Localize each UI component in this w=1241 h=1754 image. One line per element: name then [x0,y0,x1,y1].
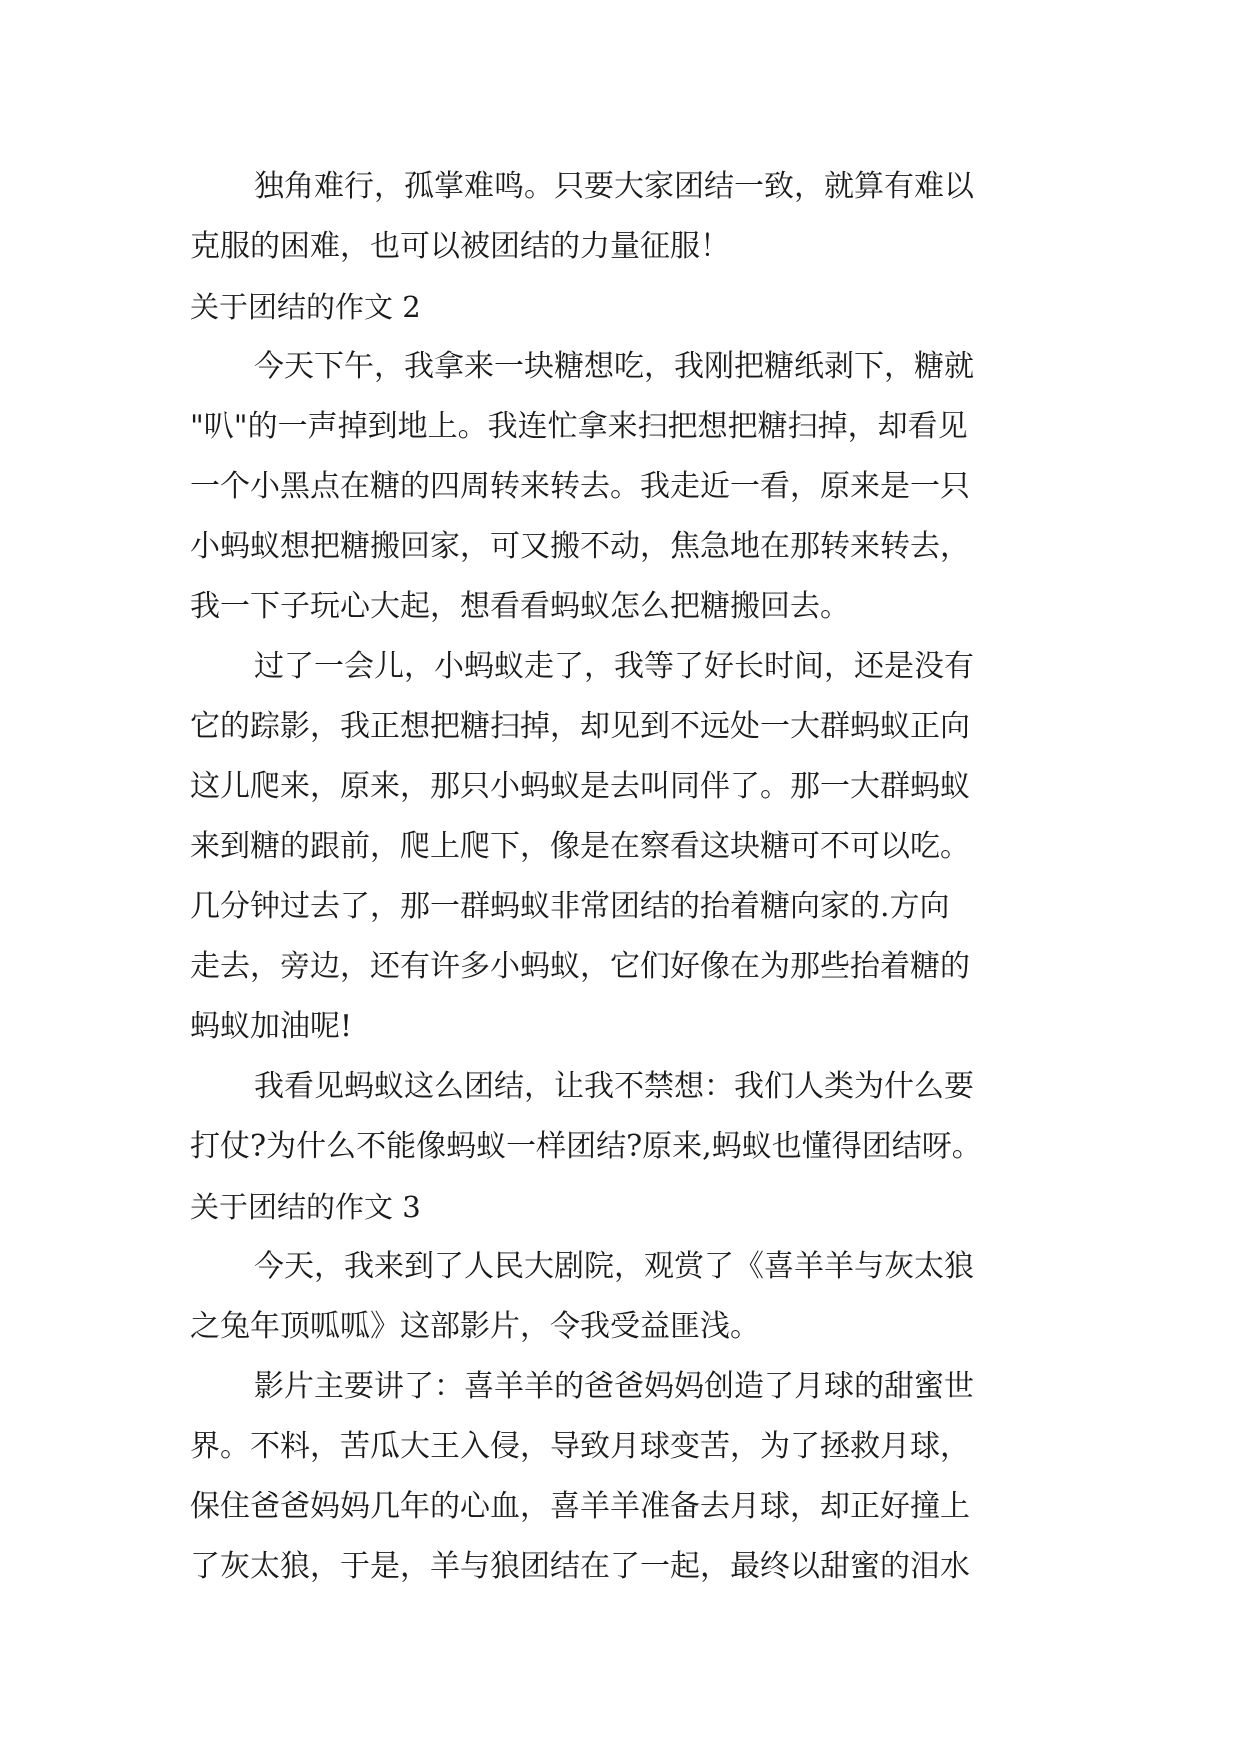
paragraph [190,1357,1050,1597]
text-line: 一个小黑点在糖的四周转来转去。我走近一看，原来是一只 [190,469,970,504]
text-line: 影片主要讲了：喜羊羊的爸爸妈妈创造了月球的甜蜜世 [254,1369,974,1404]
text-line: 打仗?为什么不能像蚂蚁一样团结?原来,蚂蚁也懂得团结呀。 [190,1129,982,1164]
section-title: 关于团结的作文 3 [190,1190,421,1224]
paragraph [190,337,1050,637]
text-line: 克服的困难，也可以被团结的力量征服！ [190,229,730,264]
text-line: 几分钟过去了，那一群蚂蚁非常团结的抬着糖向家的.方向 [190,889,950,924]
text-line: 过了一会儿，小蚂蚁走了，我等了好长时间，还是没有 [254,649,974,684]
text-line: 走去，旁边，还有许多小蚂蚁，它们好像在为那些抬着糖的 [190,949,970,984]
text-line: 这儿爬来，原来，那只小蚂蚁是去叫同伴了。那一大群蚂蚁 [190,769,970,804]
text-line: 来到糖的跟前，爬上爬下，像是在察看这块糖可不可以吃。 [190,829,970,864]
document-body [190,157,1050,1597]
text-line: 界。不料，苦瓜大王入侵，导致月球变苦，为了拯救月球， [190,1429,970,1464]
text-line: 蚂蚁加油呢! [190,1009,353,1044]
text-line: 之兔年顶呱呱》这部影片，令我受益匪浅。 [190,1309,760,1344]
text-line: 它的踪影，我正想把糖扫掉，却见到不远处一大群蚂蚁正向 [190,709,970,744]
text-line: 今天，我来到了人民大剧院，观赏了《喜羊羊与灰太狼 [254,1249,974,1284]
text-line: 小蚂蚁想把糖搬回家，可又搬不动，焦急地在那转来转去， [190,529,970,564]
section-title: 关于团结的作文 2 [190,290,421,324]
text-line: 独角难行，孤掌难鸣。只要大家团结一致，就算有难以 [254,169,974,204]
text-line: 了灰太狼，于是，羊与狼团结在了一起，最终以甜蜜的泪水 [190,1549,970,1584]
text-line: 今天下午，我拿来一块糖想吃，我刚把糖纸剥下，糖就 [254,349,974,384]
text-line: 我看见蚂蚁这么团结，让我不禁想：我们人类为什么要 [254,1069,974,1104]
paragraph [190,157,1050,277]
paragraph [190,1237,1050,1357]
text-line: "叭"的一声掉到地上。我连忙拿来扫把想把糖扫掉，却看见 [190,409,968,444]
paragraph [190,1057,1050,1177]
paragraph [190,637,1050,1057]
text-line: 保住爸爸妈妈几年的心血，喜羊羊准备去月球，却正好撞上 [190,1489,970,1524]
text-line: 我一下子玩心大起，想看看蚂蚁怎么把糖搬回去。 [190,589,850,624]
